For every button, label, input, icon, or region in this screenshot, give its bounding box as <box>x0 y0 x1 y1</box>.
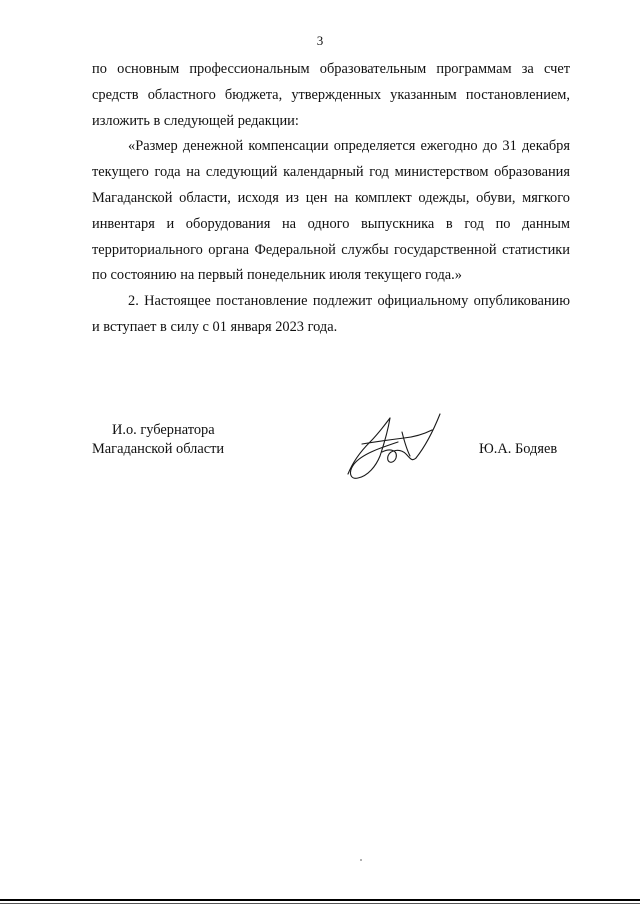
paragraph-item-2: 2. Настоящее постановление подлежит официальному опубликованию и вступает в силу с 01 января 2023 года. <box>92 293 570 335</box>
signatory-position <box>92 421 224 459</box>
paragraph-quoted-amendment: «Размер денежной компенсации определяется ежегодно до 31 декабря текущего года на следующий календарный год министерством образования Магаданской области, исходя из цен на комплект одежды, обуви, мягкого инвентаря и оборудования на одного выпускника в год по данным территориального органа Федеральной службы государственной статистики по состоянию на первый понедельник июля текущего года.» <box>92 138 570 284</box>
handwritten-signature <box>340 404 450 484</box>
page-number: 3 <box>316 33 324 48</box>
paragraph-continuation: по основным профессиональным образовательным программам за счет средств областного бюджета, утвержденных указанным постановлением, изложить в следующей редакции: <box>92 61 570 129</box>
scan-edge-rule-thin <box>0 903 640 904</box>
signatory-position-line2: Магаданской области <box>92 441 225 457</box>
signatory-position-line1: И.о. губернатора <box>112 422 215 438</box>
document-body <box>92 57 570 341</box>
scan-speck <box>360 859 362 861</box>
signer-name: Ю.А. Бодяев <box>479 441 558 457</box>
scan-edge-rule <box>0 899 640 901</box>
